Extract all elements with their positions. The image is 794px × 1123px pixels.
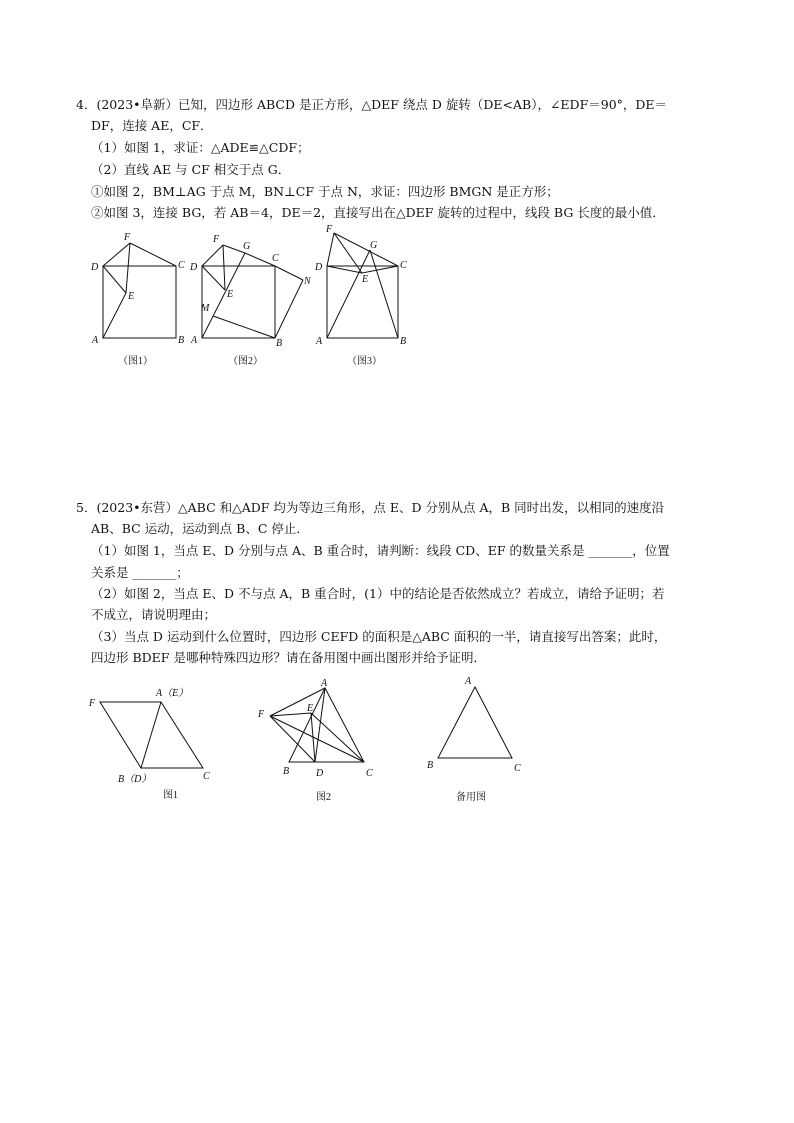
fig3-label-F: F bbox=[326, 224, 333, 235]
p5-backup-caption: 备用图 bbox=[456, 792, 486, 803]
fig3-label-C: C bbox=[400, 260, 407, 271]
fig2-label-F: F bbox=[213, 234, 220, 245]
p5-fig1-caption: 图1 bbox=[163, 790, 178, 801]
p5-figure1 bbox=[88, 687, 210, 801]
fig2-label-E: E bbox=[227, 289, 234, 300]
figure1 bbox=[90, 232, 185, 367]
fig3-label-D: D bbox=[315, 262, 323, 273]
fig2-label-M: M bbox=[201, 303, 210, 314]
p5-fig1-label-C: C bbox=[203, 771, 210, 782]
fig2-label-C: C bbox=[272, 253, 279, 264]
p5-fig1-label-AE: A（E） bbox=[156, 688, 189, 699]
problem5-question2b: 不成立，请说明理由； bbox=[91, 607, 217, 622]
problem5-question3b: 四边形 BDEF 是哪种特殊四边形？请在备用图中画出图形并给予证明． bbox=[91, 650, 486, 665]
problem4-question2a: ①如图 2，BM⊥AG 于点 M，BN⊥CF 于点 N，求证：四边形 BMGN 是正方形； bbox=[91, 184, 559, 199]
fig3-caption: （图3） bbox=[347, 356, 382, 367]
problem5-question3a: （3）当点 D 运动到什么位置时，四边形 CEFD 的面积是△ABC 面积的一半，请直接写出答案；此时， bbox=[91, 629, 667, 644]
p5-figure2 bbox=[257, 678, 373, 803]
p5-backup-label-B: B bbox=[427, 760, 434, 771]
p5-fig2-label-B: B bbox=[283, 766, 290, 777]
p5-backup-label-A: A bbox=[465, 676, 472, 687]
p5-fig2-label-E: E bbox=[307, 703, 314, 714]
problem4-line1: 4．(2023•阜新）已知，四边形 ABCD 是正方形，△DEF 绕点 D 旋转（DE<AB），∠EDF＝90°，DE＝ bbox=[76, 97, 668, 112]
p5-fig1-label-BD: B（D） bbox=[118, 774, 152, 785]
fig3-label-E: E bbox=[362, 274, 369, 285]
fig1-label-E: E bbox=[128, 291, 135, 302]
fig2-label-B: B bbox=[276, 338, 283, 349]
p5-fig2-label-F: F bbox=[258, 709, 265, 720]
fig2-label-A: A bbox=[191, 335, 198, 346]
p5-backup-label-C: C bbox=[514, 763, 521, 774]
fig1-label-A: A bbox=[92, 335, 99, 346]
problem4-question2: （2）直线 AE 与 CF 相交于点 G． bbox=[91, 162, 291, 177]
fig3-label-A: A bbox=[316, 336, 323, 347]
p5-fig2-label-D: D bbox=[316, 768, 324, 779]
fig1-label-C: C bbox=[178, 260, 185, 271]
p5-fig2-label-A: A bbox=[321, 678, 328, 689]
problem5-question2a: （2）如图 2，当点 E、D 不与点 A，B 重合时，(1）中的结论是否依然成立？若成立，请给予证明；若 bbox=[91, 586, 665, 601]
figure3 bbox=[314, 224, 407, 367]
p5-fig2-caption: 图2 bbox=[316, 792, 331, 803]
fig2-label-G: G bbox=[243, 241, 251, 252]
p5-fig1-label-F: F bbox=[89, 698, 96, 709]
fig1-label-B: B bbox=[178, 335, 185, 346]
fig3-label-B: B bbox=[400, 336, 407, 347]
problem4-line2: DF，连接 AE，CF． bbox=[91, 118, 213, 133]
problem5-question1a: （1）如图 1，当点 E、D 分别与点 A、B 重合时，请判断：线段 CD、EF 的数量关系是 _______，位置 bbox=[91, 543, 670, 558]
figure2 bbox=[189, 234, 312, 367]
fig2-label-N: N bbox=[304, 276, 311, 287]
problem5-line1: 5．(2023•东营）△ABC 和△ADF 均为等边三角形，点 E、D 分别从点 A，B 同时出发，以相同的速度沿 bbox=[76, 500, 665, 515]
problem5-question1b: 关系是 _______； bbox=[91, 565, 189, 580]
problem4-question2b: ②如图 3，连接 BG，若 AB＝4，DE＝2，直接写出在△DEF 旋转的过程中，线段 BG 长度的最小值． bbox=[91, 205, 665, 220]
fig3-label-G: G bbox=[370, 240, 378, 251]
fig1-label-F: F bbox=[124, 232, 131, 243]
problem4-question1: （1）如图 1，求证：△ADE≌△CDF； bbox=[91, 140, 310, 155]
fig1-label-D: D bbox=[91, 262, 99, 273]
p5-fig2-label-C: C bbox=[366, 768, 373, 779]
fig1-caption: （图1） bbox=[118, 356, 153, 367]
problem5-figures bbox=[0, 670, 794, 820]
fig2-label-D: D bbox=[190, 262, 198, 273]
p5-backup-figure bbox=[427, 676, 521, 803]
problem5-line2: AB、BC 运动，运动到点 B、C 停止． bbox=[91, 521, 309, 536]
problem4-figures bbox=[0, 220, 794, 380]
fig2-caption: （图2） bbox=[228, 356, 263, 367]
